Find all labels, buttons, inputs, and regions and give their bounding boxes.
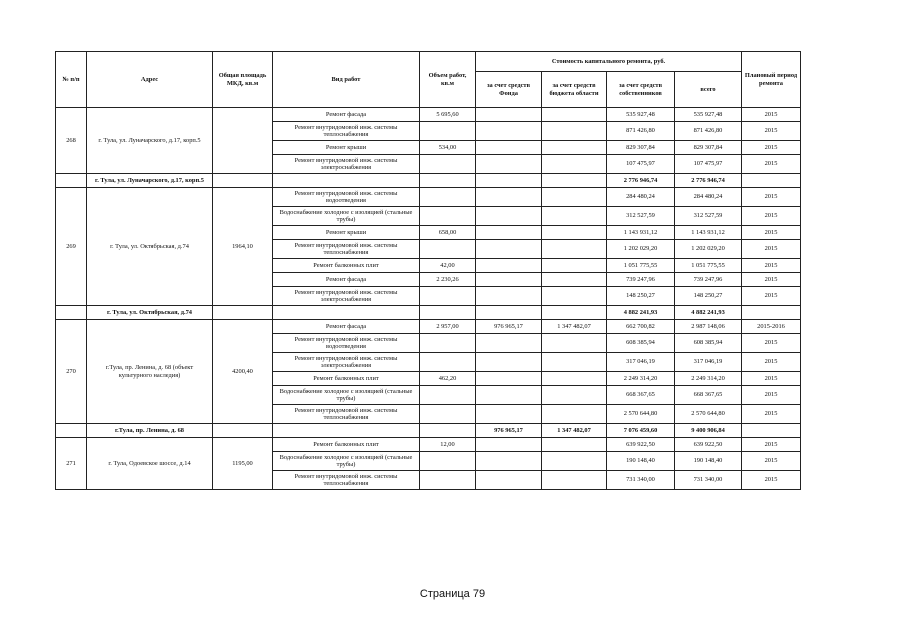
cost-total: 1 202 029,20 (675, 240, 742, 259)
work-volume (420, 188, 476, 207)
total-sum: 9 400 906,84 (675, 424, 742, 438)
header-fund: за счет средств Фонда (476, 72, 542, 108)
cost-budget (542, 155, 607, 174)
cost-owners: 739 247,96 (607, 273, 675, 287)
work-type: Ремонт внутридомовой инж. системы теплоснабжения (273, 471, 420, 490)
cost-total: 312 527,59 (675, 207, 742, 226)
cost-fund (476, 386, 542, 405)
cost-fund (476, 287, 542, 306)
total-label: г.Тула, пр. Ленина, д. 68 (87, 424, 213, 438)
cost-budget (542, 141, 607, 155)
plan-period: 2015 (742, 334, 801, 353)
work-type: Ремонт внутридомовой инж. системы электроснабжения (273, 155, 420, 174)
work-type: Ремонт внутридомовой инж. системы теплоснабжения (273, 405, 420, 424)
work-volume: 658,00 (420, 226, 476, 240)
cost-budget: 1 347 482,07 (542, 320, 607, 334)
work-type: Ремонт балконных плит (273, 372, 420, 386)
plan-period: 2015 (742, 471, 801, 490)
page-number: Страница 79 (419, 588, 486, 600)
total-fund: 976 965,17 (476, 424, 542, 438)
cost-owners: 284 480,24 (607, 188, 675, 207)
cost-budget (542, 122, 607, 141)
header-area: Общая площадь МКД, кв.м (213, 52, 273, 108)
cost-owners: 829 307,84 (607, 141, 675, 155)
cost-budget (542, 287, 607, 306)
total-sum: 2 776 946,74 (675, 174, 742, 188)
cost-budget (542, 188, 607, 207)
cost-fund (476, 226, 542, 240)
total-label: г. Тула, ул. Луначарского, д.17, корп.5 (87, 174, 213, 188)
row-area (213, 108, 273, 174)
cost-fund (476, 188, 542, 207)
cost-owners: 639 922,50 (607, 438, 675, 452)
capital-repair-table (55, 51, 801, 490)
plan-period: 2015 (742, 259, 801, 273)
cost-fund (476, 122, 542, 141)
cost-total: 739 247,96 (675, 273, 742, 287)
work-volume: 534,00 (420, 141, 476, 155)
cost-total: 535 927,48 (675, 108, 742, 122)
cost-owners: 148 250,27 (607, 287, 675, 306)
row-area: 1195,00 (213, 438, 273, 490)
plan-period: 2015 (742, 353, 801, 372)
total-row (56, 174, 801, 188)
total-budget: 1 347 482,07 (542, 424, 607, 438)
cost-budget (542, 405, 607, 424)
cost-owners: 2 249 314,20 (607, 372, 675, 386)
cost-budget (542, 452, 607, 471)
total-owners: 2 776 946,74 (607, 174, 675, 188)
work-type: Ремонт внутридомовой инж. системы водоотведения (273, 334, 420, 353)
header-cost-group: Стоимость капитального ремонта, руб. (476, 52, 742, 72)
work-volume (420, 386, 476, 405)
plan-period: 2015 (742, 287, 801, 306)
plan-period: 2015 (742, 207, 801, 226)
cost-budget (542, 334, 607, 353)
plan-period: 2015 (742, 226, 801, 240)
work-volume (420, 240, 476, 259)
work-type: Ремонт внутридомовой инж. системы электроснабжения (273, 287, 420, 306)
cost-owners: 2 570 644,80 (607, 405, 675, 424)
cost-fund: 976 965,17 (476, 320, 542, 334)
work-volume: 462,20 (420, 372, 476, 386)
cost-owners: 668 367,65 (607, 386, 675, 405)
cost-owners: 1 143 931,12 (607, 226, 675, 240)
plan-period: 2015 (742, 405, 801, 424)
work-volume (420, 287, 476, 306)
work-volume (420, 334, 476, 353)
plan-period: 2015 (742, 141, 801, 155)
row-address: г.Тула, пр. Ленина, д. 68 (объект культурного наследия) (87, 320, 213, 424)
work-volume: 2 957,00 (420, 320, 476, 334)
total-budget (542, 306, 607, 320)
work-type: Водоснабжение холодное с изоляцией (стальные трубы) (273, 386, 420, 405)
plan-period: 2015 (742, 452, 801, 471)
cost-total: 829 307,84 (675, 141, 742, 155)
cost-fund (476, 452, 542, 471)
row-address: г. Тула, Одоевское шоссе, д.14 (87, 438, 213, 490)
work-volume: 12,00 (420, 438, 476, 452)
cost-fund (476, 438, 542, 452)
total-blank (56, 174, 87, 188)
cost-budget (542, 207, 607, 226)
cost-fund (476, 240, 542, 259)
header-address: Адрес (87, 52, 213, 108)
cost-owners: 107 475,97 (607, 155, 675, 174)
cost-total: 2 249 314,20 (675, 372, 742, 386)
work-volume (420, 405, 476, 424)
work-type: Ремонт балконных плит (273, 438, 420, 452)
work-type: Ремонт внутридомовой инж. системы водоотведения (273, 188, 420, 207)
cost-budget (542, 108, 607, 122)
cost-fund (476, 155, 542, 174)
plan-period: 2015 (742, 122, 801, 141)
row-area: 1964,10 (213, 188, 273, 306)
header-period: Плановый период ремонта (742, 52, 801, 108)
header-work-type: Вид работ (273, 52, 420, 108)
cost-budget (542, 273, 607, 287)
total-fund (476, 174, 542, 188)
total-label: г. Тула, ул. Октябрьская, д.74 (87, 306, 213, 320)
cost-budget (542, 471, 607, 490)
cost-fund (476, 405, 542, 424)
total-budget (542, 174, 607, 188)
cost-fund (476, 108, 542, 122)
row-address: г. Тула, ул. Октябрьская, д.74 (87, 188, 213, 306)
cost-fund (476, 141, 542, 155)
cost-owners: 871 426,80 (607, 122, 675, 141)
total-row (56, 306, 801, 320)
work-type: Водоснабжение холодное с изоляцией (стальные трубы) (273, 207, 420, 226)
cost-total: 668 367,65 (675, 386, 742, 405)
cost-owners: 608 385,94 (607, 334, 675, 353)
header-region-budget: за счет средств бюджета области (542, 72, 607, 108)
cost-owners: 1 051 775,55 (607, 259, 675, 273)
cost-fund (476, 471, 542, 490)
row-number: 269 (56, 188, 87, 306)
plan-period: 2015-2016 (742, 320, 801, 334)
header-owners: за счет средств собственников (607, 72, 675, 108)
table-row (56, 188, 801, 207)
header-volume: Объем работ, кв.м (420, 52, 476, 108)
table-row (56, 108, 801, 122)
cost-fund (476, 353, 542, 372)
cost-budget (542, 438, 607, 452)
cost-total: 317 046,19 (675, 353, 742, 372)
cost-owners: 312 527,59 (607, 207, 675, 226)
row-number: 270 (56, 320, 87, 424)
total-sum: 4 882 241,93 (675, 306, 742, 320)
work-volume: 2 230,26 (420, 273, 476, 287)
plan-period: 2015 (742, 155, 801, 174)
work-type: Водоснабжение холодное с изоляцией (стальные трубы) (273, 452, 420, 471)
work-volume (420, 452, 476, 471)
work-volume (420, 207, 476, 226)
work-volume (420, 353, 476, 372)
cost-owners: 190 148,40 (607, 452, 675, 471)
cost-total: 284 480,24 (675, 188, 742, 207)
row-number: 271 (56, 438, 87, 490)
plan-period: 2015 (742, 372, 801, 386)
cost-total: 1 143 931,12 (675, 226, 742, 240)
cost-total: 2 987 148,06 (675, 320, 742, 334)
work-type: Ремонт фасада (273, 273, 420, 287)
cost-total: 148 250,27 (675, 287, 742, 306)
cost-fund (476, 372, 542, 386)
work-volume: 42,00 (420, 259, 476, 273)
work-type: Ремонт балконных плит (273, 259, 420, 273)
plan-period: 2015 (742, 188, 801, 207)
work-type: Ремонт внутридомовой инж. системы теплоснабжения (273, 240, 420, 259)
cost-budget (542, 240, 607, 259)
work-volume: 5 695,60 (420, 108, 476, 122)
cost-budget (542, 386, 607, 405)
cost-fund (476, 207, 542, 226)
cost-owners: 1 202 029,20 (607, 240, 675, 259)
work-type: Ремонт фасада (273, 108, 420, 122)
cost-total: 190 148,40 (675, 452, 742, 471)
work-type: Ремонт внутридомовой инж. системы электроснабжения (273, 353, 420, 372)
total-blank (56, 306, 87, 320)
cost-total: 731 340,00 (675, 471, 742, 490)
work-volume (420, 122, 476, 141)
row-address: г. Тула, ул. Луначарского, д.17, корп.5 (87, 108, 213, 174)
cost-total: 2 570 644,80 (675, 405, 742, 424)
work-volume (420, 471, 476, 490)
work-type: Ремонт крыши (273, 226, 420, 240)
total-row (56, 424, 801, 438)
cost-fund (476, 273, 542, 287)
work-volume (420, 155, 476, 174)
cost-total: 639 922,50 (675, 438, 742, 452)
cost-budget (542, 259, 607, 273)
cost-fund (476, 334, 542, 353)
work-type: Ремонт фасада (273, 320, 420, 334)
total-blank (56, 424, 87, 438)
table-row (56, 438, 801, 452)
total-owners: 4 882 241,93 (607, 306, 675, 320)
cost-total: 1 051 775,55 (675, 259, 742, 273)
table-row (56, 320, 801, 334)
work-type: Ремонт крыши (273, 141, 420, 155)
plan-period: 2015 (742, 108, 801, 122)
plan-period: 2015 (742, 386, 801, 405)
plan-period: 2015 (742, 273, 801, 287)
cost-total: 107 475,97 (675, 155, 742, 174)
cost-owners: 535 927,48 (607, 108, 675, 122)
cost-budget (542, 353, 607, 372)
total-fund (476, 306, 542, 320)
cost-total: 871 426,80 (675, 122, 742, 141)
row-number: 268 (56, 108, 87, 174)
cost-owners: 731 340,00 (607, 471, 675, 490)
cost-budget (542, 372, 607, 386)
header-total: всего (675, 72, 742, 108)
header-num: № п/п (56, 52, 87, 108)
row-area: 4200,40 (213, 320, 273, 424)
cost-owners: 662 700,82 (607, 320, 675, 334)
work-type: Ремонт внутридомовой инж. системы теплоснабжения (273, 122, 420, 141)
cost-fund (476, 259, 542, 273)
total-owners: 7 076 459,60 (607, 424, 675, 438)
cost-budget (542, 226, 607, 240)
plan-period: 2015 (742, 240, 801, 259)
plan-period: 2015 (742, 438, 801, 452)
cost-total: 608 385,94 (675, 334, 742, 353)
cost-owners: 317 046,19 (607, 353, 675, 372)
